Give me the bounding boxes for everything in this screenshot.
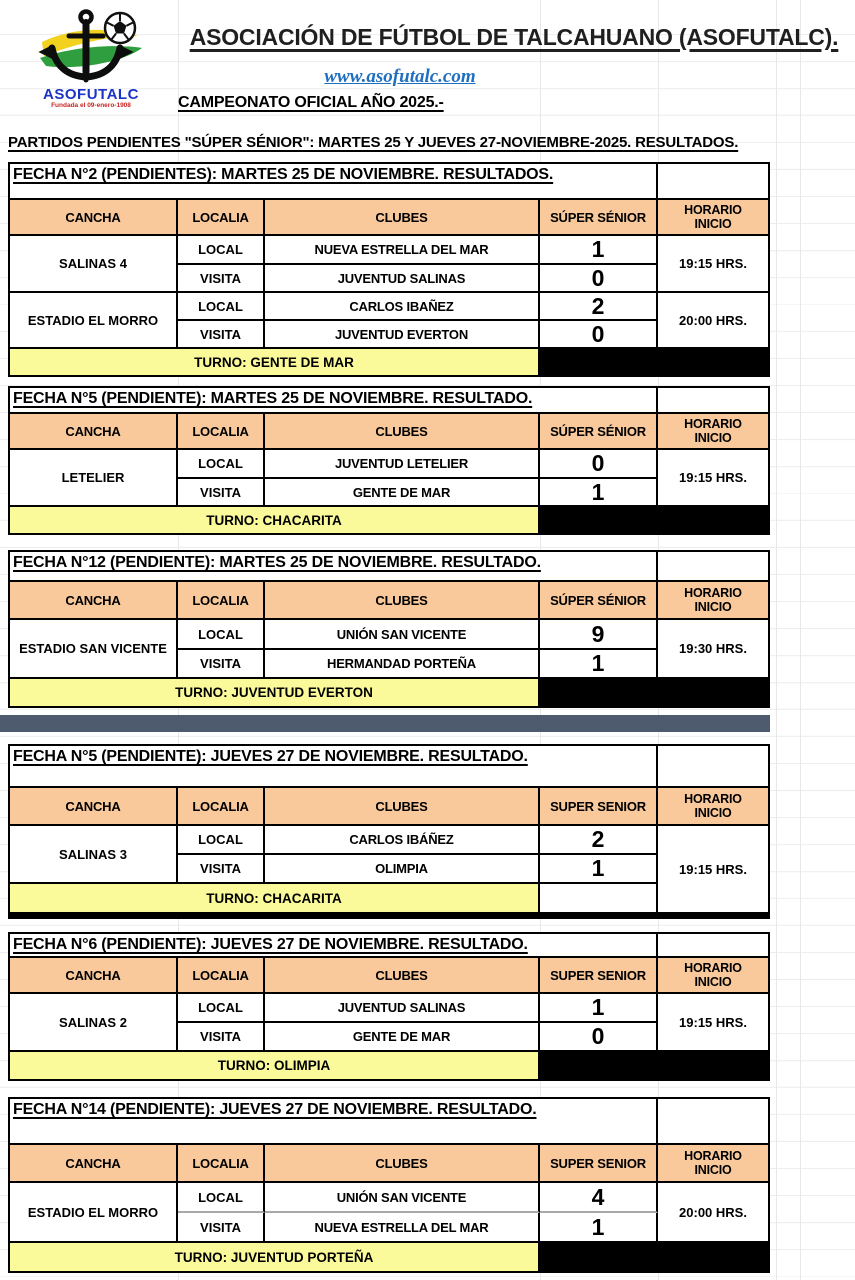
localia-local-label: LOCAL [178, 994, 265, 1023]
club-name: NUEVA ESTRELLA DEL MAR [265, 236, 540, 265]
club-name: UNIÓN SAN VICENTE [265, 1183, 540, 1213]
localia-visita-label: VISITA [178, 1023, 265, 1052]
localia-local-label: LOCAL [178, 450, 265, 479]
fecha-table-5-jueves [8, 744, 770, 919]
score-value: 1 [540, 650, 658, 679]
header [0, 0, 855, 128]
col-header-horario [658, 958, 768, 994]
horario-line2: INICIO [694, 806, 732, 820]
table-title-cell [10, 552, 658, 582]
col-header-clubes: CLUBES [265, 414, 540, 450]
page-heading: PARTIDOS PENDIENTES "SÚPER SÉNIOR": MARTES 25 Y JUEVES 27-NOVIEMBRE-2025. RESULTADOS. [8, 134, 739, 151]
score-value: 0 [540, 450, 658, 479]
col-header-horario [658, 788, 768, 826]
score-value: 0 [540, 321, 658, 349]
horario-cell: 20:00 HRS. [658, 1183, 768, 1243]
logo-founded-text: Fundada el 09-enero-1908 [51, 102, 131, 109]
col-header-clubes: CLUBES [265, 958, 540, 994]
cancha-cell: SALINAS 2 [10, 994, 178, 1052]
score-value: 1 [540, 994, 658, 1023]
horario-cell: 20:00 HRS. [658, 293, 768, 349]
horario-cell: 19:15 HRS. [658, 236, 768, 293]
col-header-score: SUPER SENIOR [540, 788, 658, 826]
col-header-horario [658, 414, 768, 450]
soccer-ball-icon [105, 13, 135, 43]
turno-blackout-cell [540, 349, 768, 375]
col-header-localia: LOCALIA [178, 414, 265, 450]
club-name: JUVENTUD EVERTON [265, 321, 540, 349]
cancha-cell: ESTADIO SAN VICENTE [10, 620, 178, 679]
col-header-horario [658, 1145, 768, 1183]
localia-visita-label: VISITA [178, 855, 265, 884]
table-title-side-cell [658, 552, 768, 582]
col-header-localia: LOCALIA [178, 1145, 265, 1183]
turno-cell: TURNO: GENTE DE MAR [10, 349, 540, 375]
col-header-cancha: CANCHA [10, 788, 178, 826]
col-header-localia: LOCALIA [178, 582, 265, 620]
club-name: JUVENTUD SALINAS [265, 265, 540, 293]
col-header-cancha: CANCHA [10, 414, 178, 450]
score-value: 1 [540, 236, 658, 265]
turno-blackout-cell [540, 1052, 768, 1079]
table-title: FECHA N°2 (PENDIENTES): MARTES 25 DE NOVIEMBRE. RESULTADOS. [13, 166, 554, 183]
localia-visita-label: VISITA [178, 650, 265, 679]
page-title: ASOCIACIÓN DE FÚTBOL DE TALCAHUANO (ASOFUTALC). [189, 24, 839, 50]
horario-cell: 19:15 HRS. [679, 861, 747, 877]
col-header-localia: LOCALIA [178, 200, 265, 236]
horario-line2: INICIO [694, 1163, 732, 1177]
col-header-clubes: CLUBES [265, 1145, 540, 1183]
horario-line1: HORARIO [684, 1148, 742, 1163]
score-value: 1 [540, 479, 658, 507]
col-header-clubes: CLUBES [265, 788, 540, 826]
localia-local-label: LOCAL [178, 236, 265, 265]
club-name: NUEVA ESTRELLA DEL MAR [265, 1213, 540, 1243]
horario-line1: HORARIO [684, 791, 742, 806]
score-value: 0 [540, 265, 658, 293]
localia-visita-label: VISITA [178, 265, 265, 293]
club-name: GENTE DE MAR [265, 1023, 540, 1052]
table-title-cell [10, 164, 658, 200]
localia-local-label: LOCAL [178, 1183, 265, 1213]
col-header-score: SÚPER SÉNIOR [540, 582, 658, 620]
club-name: JUVENTUD LETELIER [265, 450, 540, 479]
turno-blackout-cell [540, 507, 768, 533]
score-value: 1 [540, 1213, 658, 1243]
turno-cell: TURNO: JUVENTUD PORTEÑA [10, 1243, 540, 1271]
club-name: HERMANDAD PORTEÑA [265, 650, 540, 679]
divider-bar [0, 715, 770, 732]
fecha-table-2 [8, 162, 770, 377]
col-header-cancha: CANCHA [10, 200, 178, 236]
horario-cell: 19:15 HRS. [658, 994, 768, 1052]
score-value: 1 [540, 855, 658, 884]
col-header-horario [658, 582, 768, 620]
horario-cell: 19:15 HRS. [658, 450, 768, 507]
logo-name: ASOFUTALC [43, 86, 139, 103]
website-link[interactable]: www.asofutalc.com [324, 66, 476, 87]
localia-local-label: LOCAL [178, 620, 265, 650]
club-name: CARLOS IBÁÑEZ [265, 826, 540, 855]
table-title-cell [10, 388, 658, 414]
turno-cell: TURNO: JUVENTUD EVERTON [10, 679, 540, 706]
col-header-localia: LOCALIA [178, 788, 265, 826]
horario-cell: 19:30 HRS. [658, 620, 768, 679]
col-header-clubes: CLUBES [265, 200, 540, 236]
col-header-score: SÚPER SÉNIOR [540, 414, 658, 450]
horario-line1: HORARIO [684, 202, 742, 217]
turno-cell: TURNO: OLIMPIA [10, 1052, 540, 1079]
localia-visita-label: VISITA [178, 321, 265, 349]
turno-blackout-cell [540, 679, 768, 706]
score-value: 0 [540, 1023, 658, 1052]
table-title-side-cell [658, 1099, 768, 1145]
club-name: CARLOS IBAÑEZ [265, 293, 540, 321]
club-logo-emblem [32, 6, 150, 84]
score-value: 9 [540, 620, 658, 650]
col-header-cancha: CANCHA [10, 1145, 178, 1183]
horario-line2: INICIO [694, 217, 732, 231]
col-header-score: SUPER SENIOR [540, 1145, 658, 1183]
table-title: FECHA N°5 (PENDIENTE): MARTES 25 DE NOVIEMBRE. RESULTADO. [13, 390, 533, 407]
cancha-cell: LETELIER [10, 450, 178, 507]
fecha-table-6 [8, 932, 770, 1081]
localia-visita-label: VISITA [178, 1213, 265, 1243]
club-name: OLIMPIA [265, 855, 540, 884]
horario-line1: HORARIO [684, 585, 742, 600]
fecha-table-12 [8, 550, 770, 708]
table-title: FECHA N°6 (PENDIENTE): JUEVES 27 DE NOVIEMBRE. RESULTADO. [13, 936, 528, 953]
cancha-cell: ESTADIO EL MORRO [10, 293, 178, 349]
col-header-clubes: CLUBES [265, 582, 540, 620]
cancha-cell: SALINAS 3 [10, 826, 178, 884]
horario-line1: HORARIO [684, 960, 742, 975]
table-title-cell [10, 934, 658, 958]
col-header-score: SUPER SENIOR [540, 958, 658, 994]
cancha-cell: SALINAS 4 [10, 236, 178, 293]
score-value: 4 [540, 1183, 658, 1213]
table-title-cell [10, 1099, 658, 1145]
table-title-side-cell [658, 934, 768, 958]
fecha-table-14 [8, 1097, 770, 1273]
club-name: GENTE DE MAR [265, 479, 540, 507]
table-title-cell [10, 746, 658, 788]
localia-local-label: LOCAL [178, 826, 265, 855]
table-title: FECHA N°12 (PENDIENTE): MARTES 25 DE NOVIEMBRE. RESULTADO. [13, 554, 541, 571]
col-header-score: SÚPER SÉNIOR [540, 200, 658, 236]
score-value: 2 [540, 293, 658, 321]
horario-line1: HORARIO [684, 416, 742, 431]
table-title-side-cell [658, 746, 768, 788]
club-logo [28, 6, 154, 110]
horario-line2: INICIO [694, 600, 732, 614]
localia-visita-label: VISITA [178, 479, 265, 507]
turno-empty-cell [540, 884, 658, 912]
table-title: FECHA N°14 (PENDIENTE): JUEVES 27 DE NOVIEMBRE. RESULTADO. [13, 1101, 537, 1118]
table-title: FECHA N°5 (PENDIENTE): JUEVES 27 DE NOVIEMBRE. RESULTADO. [13, 748, 528, 765]
table-title-side-cell [658, 164, 768, 200]
horario-line2: INICIO [694, 431, 732, 445]
col-header-cancha: CANCHA [10, 958, 178, 994]
turno-blackout-cell [540, 1243, 768, 1271]
localia-local-label: LOCAL [178, 293, 265, 321]
cancha-cell: ESTADIO EL MORRO [10, 1183, 178, 1243]
table-title-side-cell [658, 388, 768, 414]
club-name: UNIÓN SAN VICENTE [265, 620, 540, 650]
col-header-localia: LOCALIA [178, 958, 265, 994]
turno-cell: TURNO: CHACARITA [10, 884, 540, 912]
championship-subtitle: CAMPEONATO OFICIAL AÑO 2025.- [178, 94, 444, 111]
col-header-cancha: CANCHA [10, 582, 178, 620]
horario-line2: INICIO [694, 975, 732, 989]
score-value: 2 [540, 826, 658, 855]
turno-cell: TURNO: CHACARITA [10, 507, 540, 533]
fecha-table-5-martes [8, 386, 770, 535]
club-name: JUVENTUD SALINAS [265, 994, 540, 1023]
col-header-horario [658, 200, 768, 236]
